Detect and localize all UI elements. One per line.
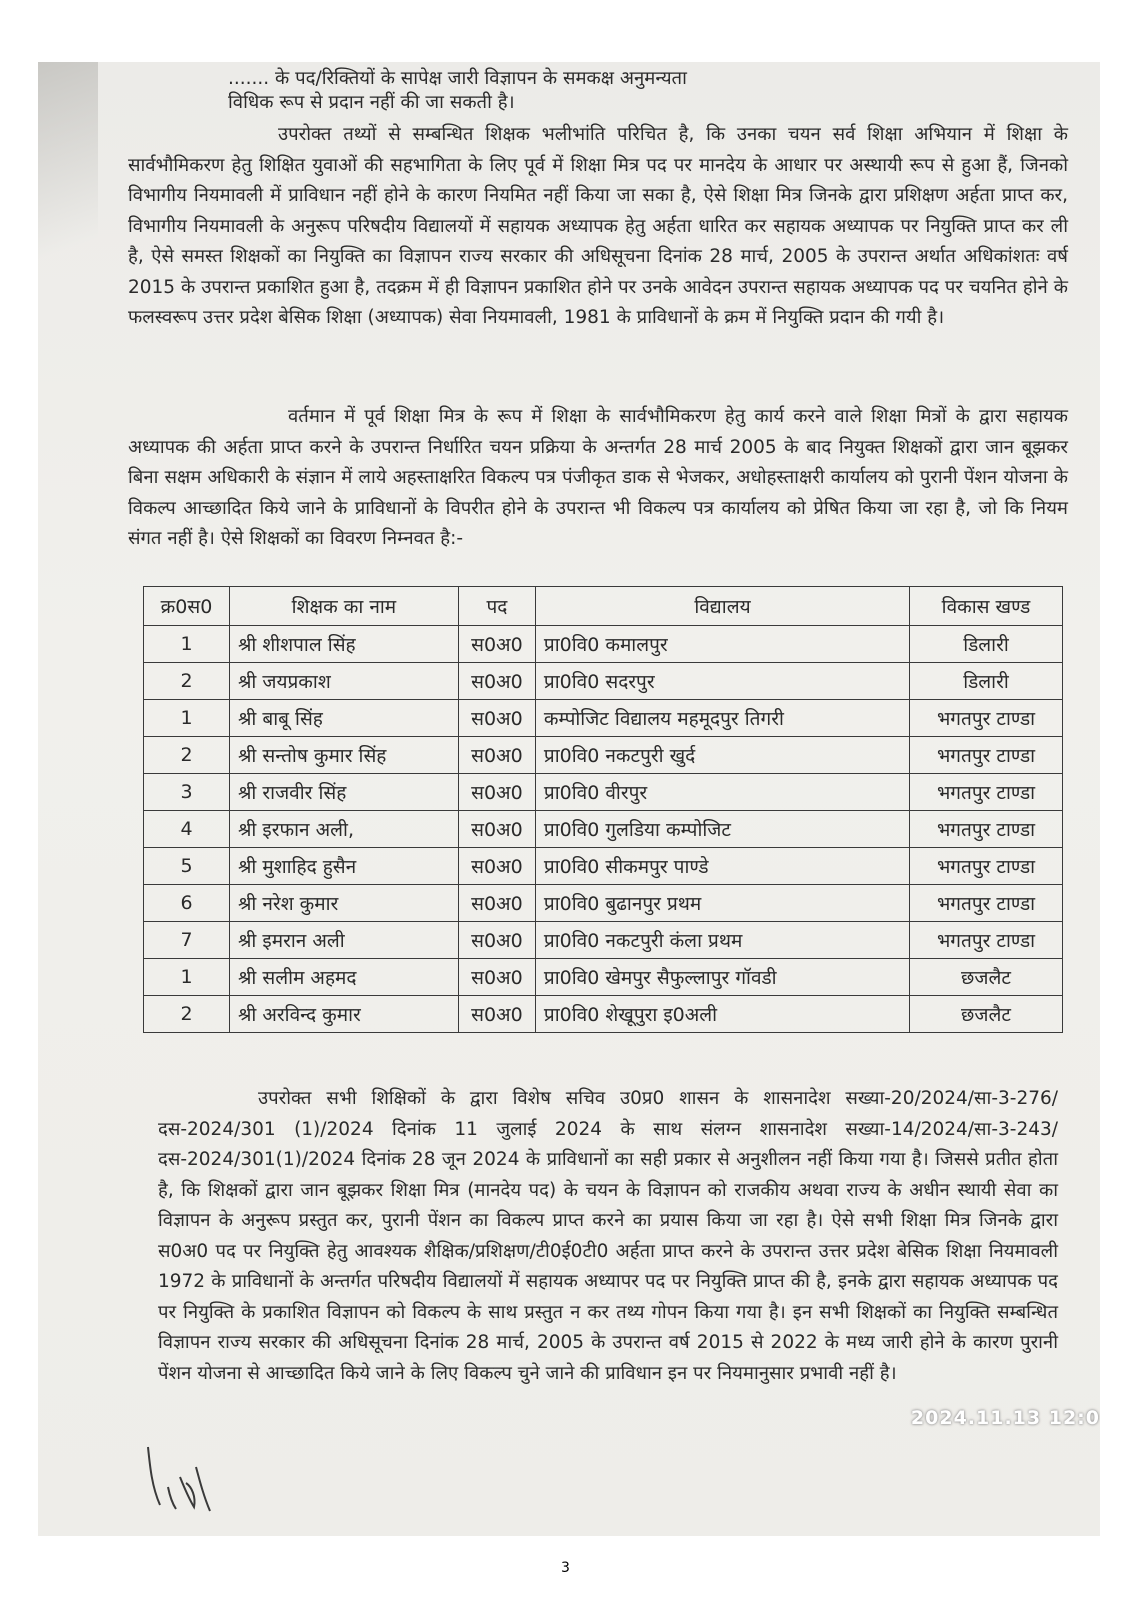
teachers-table	[143, 586, 1063, 1033]
page-number: 3	[561, 1560, 570, 1576]
cell-school: प्रा0वि0 गुलडिया कम्पोजिट	[535, 811, 909, 848]
cell-post: स0अ0	[458, 626, 535, 663]
cell-post: स0अ0	[458, 848, 535, 885]
cell-school: कम्पोजिट विद्यालय महमूदपुर तिगरी	[535, 700, 909, 737]
cell-serial: 6	[144, 885, 230, 922]
cell-name: श्री राजवीर सिंह	[229, 774, 458, 811]
cell-school: प्रा0वि0 सीकमपुर पाण्डे	[535, 848, 909, 885]
cell-school: प्रा0वि0 वीरपुर	[535, 774, 909, 811]
cell-post: स0अ0	[458, 774, 535, 811]
signature-image	[138, 1427, 218, 1517]
header-name: शिक्षक का नाम	[229, 587, 458, 626]
cell-serial: 2	[144, 737, 230, 774]
table-row	[144, 737, 1063, 774]
cell-serial: 1	[144, 626, 230, 663]
cell-name: श्री इमरान अली	[229, 922, 458, 959]
table-row	[144, 774, 1063, 811]
table-row	[144, 626, 1063, 663]
cell-serial: 2	[144, 996, 230, 1033]
table-body	[144, 626, 1063, 1033]
paragraph-government-order: उपरोक्त सभी शिक्षिकों के द्वारा विशेष सचिव उ0प्र0 शासन के शासनादेश सख्या-20/2024/सा-3-276/दस-2024/301 (1)/2024 दिनांक 11 जुलाई 2024 के साथ संलग्न शासनादेश सख्या-14/2024/सा-3-243/दस-2024/301(1)/2024 दिनांक 28 जून 2024 के प्राविधानों का सही प्रकार से अनुशीलन नहीं किया गया है। जिससे प्रतीत होता है, कि शिक्षकों द्वारा जान बूझकर शिक्षा मित्र (मानदेय पद) के चयन के विज्ञापन को राजकीय अथवा राज्य के अधीन स्थायी सेवा का विज्ञापन के अनुरूप प्रस्तुत कर, पुरानी पेंशन का विकल्प प्राप्त करने का प्रयास किया जा रहा है। ऐसे सभी शिक्षा मित्र जिनके द्वारा स0अ0 पद पर नियुक्ति हेतु आवश्यक शैक्षिक/प्रशिक्षण/टी0ई0टी0 अर्हता प्राप्त करने के उपरान्त उत्तर प्रदेश बेसिक शिक्षा नियमावली 1972 के प्राविधानों के अन्तर्गत परिषदीय विद्यालयों में सहायक अध्यापर पद पर नियुक्ति प्राप्त की है, इनके द्वारा सहायक अध्यापक पद पर नियुक्ति के प्रकाशित विज्ञापन को विकल्प के साथ प्रस्तुत न कर तथ्य गोपन किया गया है। इन सभी शिक्षकों का नियुक्ति सम्बन्धित विज्ञापन राज्य सरकार की अधिसूचना दिनांक 28 मार्च, 2005 के उपरान्त वर्ष 2015 से 2022 के मध्य जारी होने के कारण पुरानी पेंशन योजना से आच्छादित किये जाने के लिए विकल्प चुने जाने की प्राविधान इन पर नियमानुसार प्रभावी नहीं है।	[158, 1088, 1058, 1384]
cell-name: श्री बाबू सिंह	[229, 700, 458, 737]
cell-post: स0अ0	[458, 663, 535, 700]
cell-block: भगतपुर टाण्डा	[909, 700, 1062, 737]
document-photo	[38, 62, 1100, 1536]
cell-name: श्री सलीम अहमद	[229, 959, 458, 996]
cell-serial: 3	[144, 774, 230, 811]
table-header-row	[144, 587, 1063, 626]
table-row	[144, 663, 1063, 700]
header-serial: क्र0स0	[144, 587, 230, 626]
table-row	[144, 959, 1063, 996]
table-row	[144, 848, 1063, 885]
table-row	[144, 996, 1063, 1033]
cell-serial: 2	[144, 663, 230, 700]
cell-block: छजलैट	[909, 996, 1062, 1033]
para-top-line-2: विधिक रूप से प्रदान नहीं की जा सकती है।	[228, 92, 515, 113]
cell-post: स0अ0	[458, 922, 535, 959]
cell-block: भगतपुर टाण्डा	[909, 922, 1062, 959]
table-row	[144, 811, 1063, 848]
cell-name: श्री अरविन्द कुमार	[229, 996, 458, 1033]
cell-school: प्रा0वि0 सदरपुर	[535, 663, 909, 700]
cell-block: छजलैट	[909, 959, 1062, 996]
cell-name: श्री इरफान अली,	[229, 811, 458, 848]
cell-name: श्री शीशपाल सिंह	[229, 626, 458, 663]
table-row	[144, 700, 1063, 737]
photo-timestamp: 2024.11.13 12:0	[910, 1407, 1100, 1429]
cell-school: प्रा0वि0 नकटपुरी खुर्द	[535, 737, 909, 774]
cell-post: स0अ0	[458, 811, 535, 848]
table-row	[144, 885, 1063, 922]
cell-block: भगतपुर टाण्डा	[909, 737, 1062, 774]
cell-school: प्रा0वि0 शेखूपुरा इ0अली	[535, 996, 909, 1033]
paragraph-appointment-basis: उपरोक्त तथ्यों से सम्बन्धित शिक्षक भलीभांति परिचित है, कि उनका चयन सर्व शिक्षा अभियान में शिक्षा के सार्वभौमिकरण हेतु शिक्षित युवाओं की सहभागिता के लिए पूर्व में शिक्षा मित्र पद पर मानदेय के आधार पर अस्थायी रूप से हुआ हैं, जिनको विभागीय नियमावली में प्राविधान नहीं होने के कारण नियमित नहीं किया जा सका है, ऐसे शिक्षा मित्र जिनके द्वारा प्रशिक्षण अर्हता प्राप्त कर, विभागीय नियमावली के अनुरूप परिषदीय विद्यालयों में सहायक अध्यापक हेतु अर्हता धारित कर सहायक अध्यापक पर नियुक्ति प्राप्त कर ली है, ऐसे समस्त शिक्षकों का नियुक्ति का विज्ञापन राज्य सरकार की अधिसूचना दिनांक 28 मार्च, 2005 के उपरान्त अर्थात अधिकांशतः वर्ष 2015 के उपरान्त प्रकाशित हुआ है, तदक्रम में ही विज्ञापन प्रकाशित होने पर उनके आवेदन उपरान्त सहायक अध्यापक पद पर चयनित होने के फलस्वरूप उत्तर प्रदेश बेसिक शिक्षा (अध्यापक) सेवा नियमावली, 1981 के प्राविधानों के क्रम में नियुक्ति प्रदान की गयी है।	[128, 124, 1068, 328]
cell-block: भगतपुर टाण्डा	[909, 848, 1062, 885]
cell-school: प्रा0वि0 खेमपुर सैफुल्लापुर गॉवडी	[535, 959, 909, 996]
cell-post: स0अ0	[458, 959, 535, 996]
cell-post: स0अ0	[458, 737, 535, 774]
cell-serial: 1	[144, 700, 230, 737]
cell-name: श्री नरेश कुमार	[229, 885, 458, 922]
cell-post: स0अ0	[458, 700, 535, 737]
cell-block: डिलारी	[909, 626, 1062, 663]
cell-school: प्रा0वि0 बुढानपुर प्रथम	[535, 885, 909, 922]
header-post: पद	[458, 587, 535, 626]
cell-block: भगतपुर टाण्डा	[909, 774, 1062, 811]
cell-serial: 7	[144, 922, 230, 959]
cell-serial: 1	[144, 959, 230, 996]
cell-name: श्री सन्तोष कुमार सिंह	[229, 737, 458, 774]
cell-serial: 5	[144, 848, 230, 885]
para-top-line-1: ....... के पद/रिक्तियों के सापेक्ष जारी विज्ञापन के समकक्ष अनुमन्यता	[228, 68, 687, 89]
cell-school: प्रा0वि0 नकटपुरी कंला प्रथम	[535, 922, 909, 959]
table-row	[144, 922, 1063, 959]
cell-post: स0अ0	[458, 885, 535, 922]
cell-block: डिलारी	[909, 663, 1062, 700]
cell-serial: 4	[144, 811, 230, 848]
cell-name: श्री जयप्रकाश	[229, 663, 458, 700]
header-block: विकास खण्ड	[909, 587, 1062, 626]
cell-post: स0अ0	[458, 996, 535, 1033]
paragraph-option-letter: वर्तमान में पूर्व शिक्षा मित्र के रूप में शिक्षा के सार्वभौमिकरण हेतु कार्य करने वाले शिक्षा मित्रों के द्वारा सहायक अध्यापक की अर्हता प्राप्त करने के उपरान्त निर्धारित चयन प्रक्रिया के अन्तर्गत 28 मार्च 2005 के बाद नियुक्त शिक्षकों द्वारा जान बूझकर बिना सक्षम अधिकारी के संज्ञान में लाये अहस्ताक्षरित विकल्प पत्र पंजीकृत डाक से भेजकर, अधोहस्ताक्षरी कार्यालय को पुरानी पेंशन योजना के विकल्प आच्छादित किये जाने के प्राविधानों के विपरीत होने के उपरान्त भी विकल्प पत्र कार्यालय को प्रेषित किया जा रहा है, जो कि नियम संगत नहीं है। ऐसे शिक्षकों का विवरण निम्नवत है:-	[128, 406, 1068, 549]
cell-block: भगतपुर टाण्डा	[909, 885, 1062, 922]
header-school: विद्यालय	[535, 587, 909, 626]
cell-school: प्रा0वि0 कमालपुर	[535, 626, 909, 663]
cell-block: भगतपुर टाण्डा	[909, 811, 1062, 848]
cell-name: श्री मुशाहिद हुसैन	[229, 848, 458, 885]
